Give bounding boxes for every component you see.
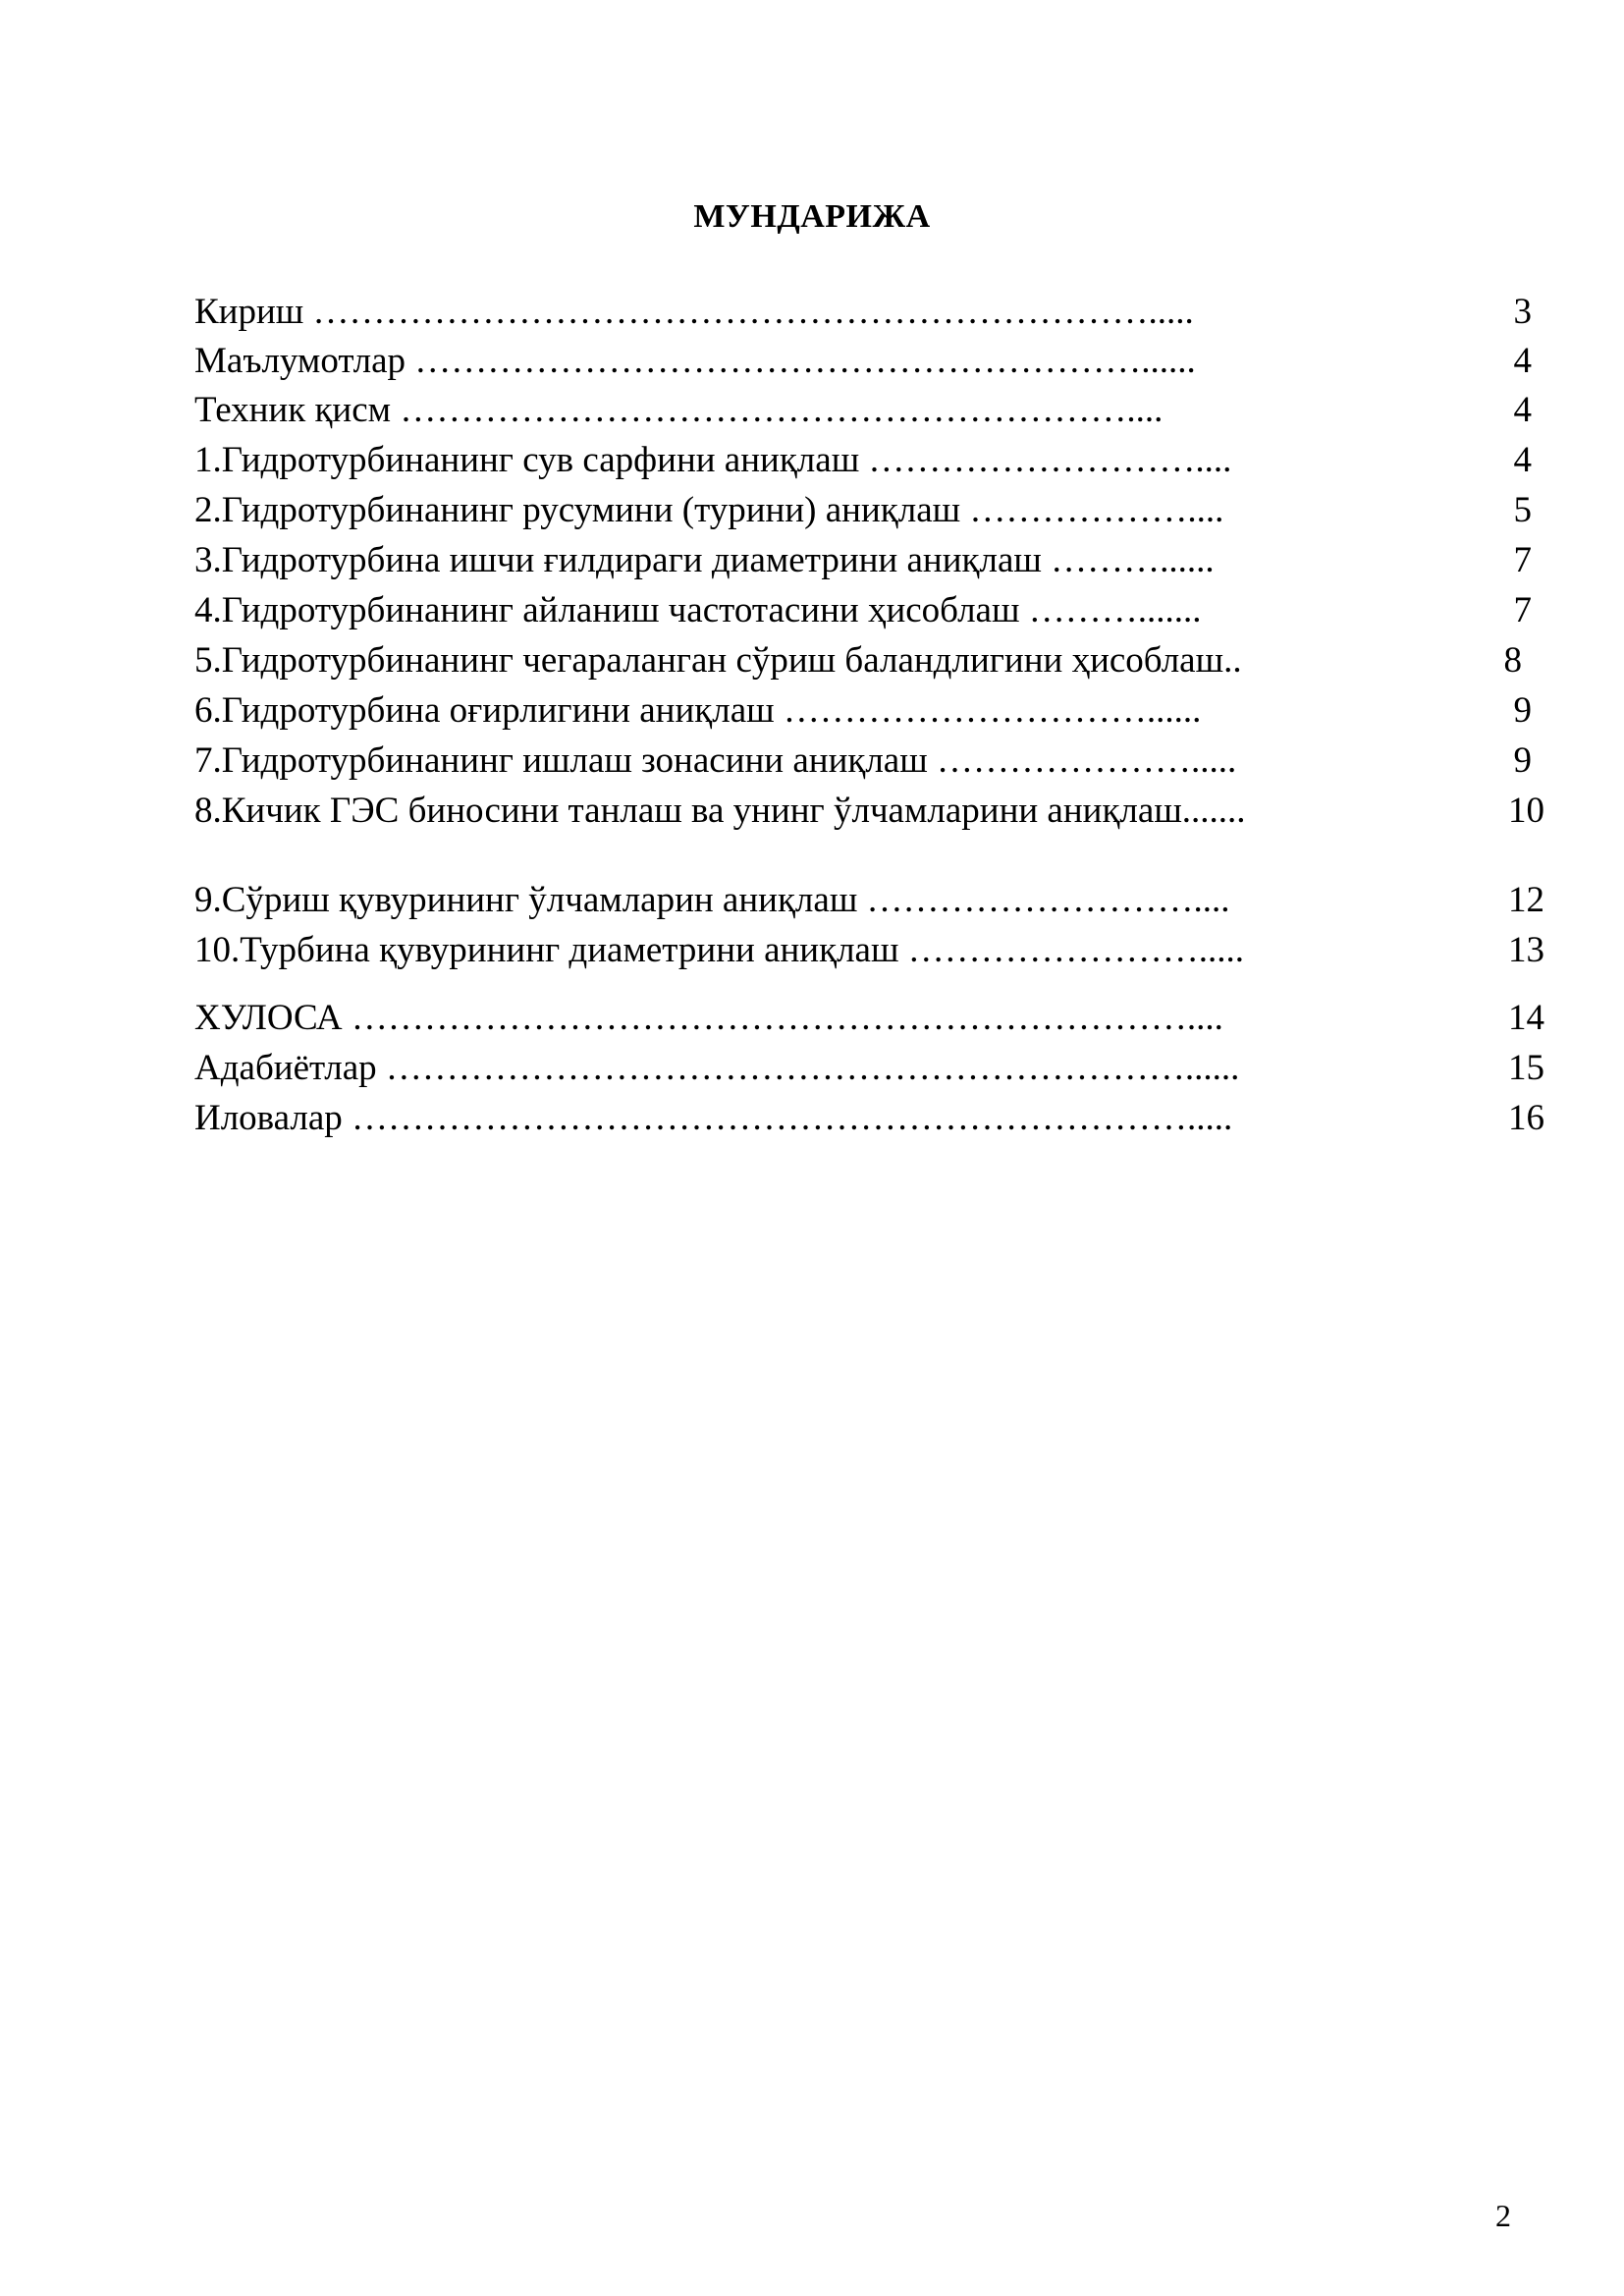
- toc-entry-4: 4.Гидротурбинанинг айланиш частотасини ҳисоблаш ……….......: [194, 590, 1202, 630]
- toc-page-number: 16: [1508, 1098, 1544, 1138]
- toc-entry-8: 8.Кичик ГЭС биносини танлаш ва унинг ўлчамларини аниқлаш.......: [194, 791, 1246, 831]
- toc-entry-data: Маълумотлар ……………………………………………………......: [194, 341, 1196, 381]
- toc-page-number: 4: [1513, 440, 1532, 480]
- toc-page-number: 8: [1503, 640, 1522, 681]
- toc-entry-6: 6.Гидротурбина оғирлигини аниқлаш …………………………......: [194, 690, 1202, 731]
- toc-entry-9: 9.Сўриш қувурининг ўлчамларин аниқлаш ………………………....: [194, 880, 1230, 920]
- toc-page-number: 15: [1508, 1048, 1544, 1088]
- toc-page-number: 9: [1513, 690, 1532, 731]
- toc-page-number: 14: [1508, 998, 1544, 1038]
- toc-page-number: 13: [1508, 930, 1544, 970]
- toc-entry-references: Адабиётлар …………………………………………………………......: [194, 1048, 1240, 1088]
- page-number: 2: [1495, 2198, 1511, 2233]
- toc-entry-7: 7.Гидротурбинанинг ишлаш зонасини аниқлаш ………………….....: [194, 740, 1237, 781]
- toc-entry-conclusion: ХУЛОСА ……………………………………………………………....: [194, 998, 1223, 1038]
- toc-title: МУНДАРИЖА: [693, 198, 931, 235]
- toc-entry-introduction: Кириш …………………………………………………………….....: [194, 292, 1194, 332]
- toc-page-number: 5: [1513, 490, 1532, 530]
- toc-page-number: 12: [1508, 880, 1544, 920]
- toc-entry-10: 10.Турбина қувурининг диаметрини аниқлаш …………………….....: [194, 930, 1244, 970]
- toc-entry-3: 3.Гидротурбина ишчи ғилдираги диаметрини аниқлаш ………......: [194, 540, 1215, 580]
- toc-page-number: 3: [1513, 292, 1532, 332]
- toc-page-number: 7: [1513, 540, 1532, 580]
- toc-entry-1: 1.Гидротурбинанинг сув сарфини аниқлаш ………………………....: [194, 440, 1232, 480]
- toc-page-number: 7: [1513, 590, 1532, 630]
- toc-page-number: 4: [1513, 341, 1532, 381]
- toc-entry-5: 5.Гидротурбинанинг чегараланган сўриш баландлигини ҳисоблаш..: [194, 640, 1242, 681]
- toc-entry-technical-part: Техник қисм ……………………………………………………....: [194, 390, 1164, 430]
- toc-entry-appendices: Иловалар …………………………………………………………….....: [194, 1098, 1233, 1138]
- toc-page-number: 4: [1513, 390, 1532, 430]
- toc-page-number: 10: [1508, 791, 1544, 831]
- toc-page-number: 9: [1513, 740, 1532, 781]
- toc-entry-2: 2.Гидротурбинанинг русумини (турини) аниқлаш ………………....: [194, 490, 1224, 530]
